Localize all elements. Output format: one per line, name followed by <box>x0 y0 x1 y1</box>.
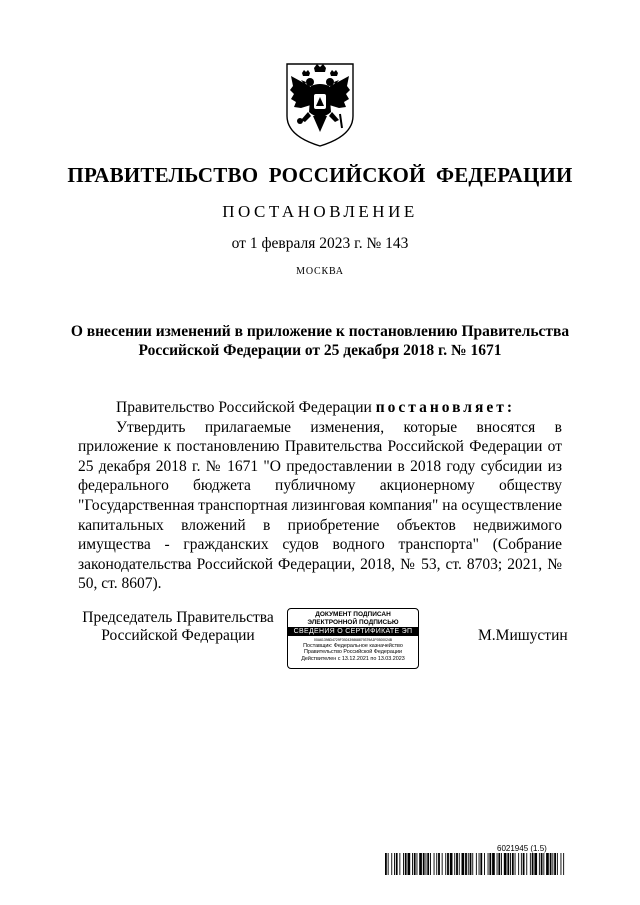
stamp-owner: Правительство Российской Федерации <box>303 649 402 656</box>
signatory-position <box>78 609 278 645</box>
stamp-certificate-header: СВЕДЕНИЯ О СЕРТИФИКАТЕ ЭП <box>288 627 418 636</box>
electronic-signature-stamp <box>287 608 419 669</box>
document-body <box>78 398 562 594</box>
stamp-line2: ЭЛЕКТРОННОЙ ПОДПИСЬЮ <box>307 618 399 626</box>
decree-intro <box>78 398 562 418</box>
document-city: МОСКВА <box>296 266 344 277</box>
coat-of-arms-icon <box>281 56 359 150</box>
government-title: ПРАВИТЕЛЬСТВО РОССИЙСКОЙ ФЕДЕРАЦИИ <box>67 163 573 187</box>
document-subject: О внесении изменений в приложение к постановлению Правительства Российской Федерации от 25 декабря 2018 г. № 1671 <box>70 323 570 359</box>
barcode-icon <box>385 853 565 875</box>
stamp-certificate-id: 00A61398D4729F392439868879379A1F9300024B <box>313 638 393 642</box>
signatory-position-line1: Председатель Правительства <box>82 609 274 626</box>
barcode-number: 6021945 (1.5) <box>497 844 547 853</box>
signatory-name: М.Мишустин <box>478 627 568 644</box>
decree-keyword: постановляет: <box>375 399 516 416</box>
signatory-position-line2: Российской Федерации <box>101 627 255 644</box>
stamp-issuer: Поставщик: Федеральное казначейство <box>303 643 403 649</box>
decree-intro-text: Правительство Российской Федерации <box>116 399 376 416</box>
decree-paragraph: Утвердить прилагаемые изменения, которые вносятся в приложение к постановлению Правительства Российской Федерации от 25 декабря 2018 г. № 1671 "О предоставлении в 2018 году субсидии из федерального бюджета публичному акционерному обществу "Государственная транспортная лизинговая компания" на осуществление капитальных вложений в приобретение объектов недвижимого имущества - гражданских судов водного транспорта" (Собрание законодательства Российской Федерации, 2018, № 53, ст. 8703; 2021, № 50, ст. 8607). <box>78 418 562 593</box>
document-date-number: от 1 февраля 2023 г. № 143 <box>231 235 409 252</box>
stamp-line1: ДОКУМЕНТ ПОДПИСАН <box>315 611 391 618</box>
stamp-validity: Действителен с 13.12.2021 по 13.03.2023 <box>301 655 405 662</box>
document-type: ПОСТАНОВЛЕНИЕ <box>222 202 418 221</box>
